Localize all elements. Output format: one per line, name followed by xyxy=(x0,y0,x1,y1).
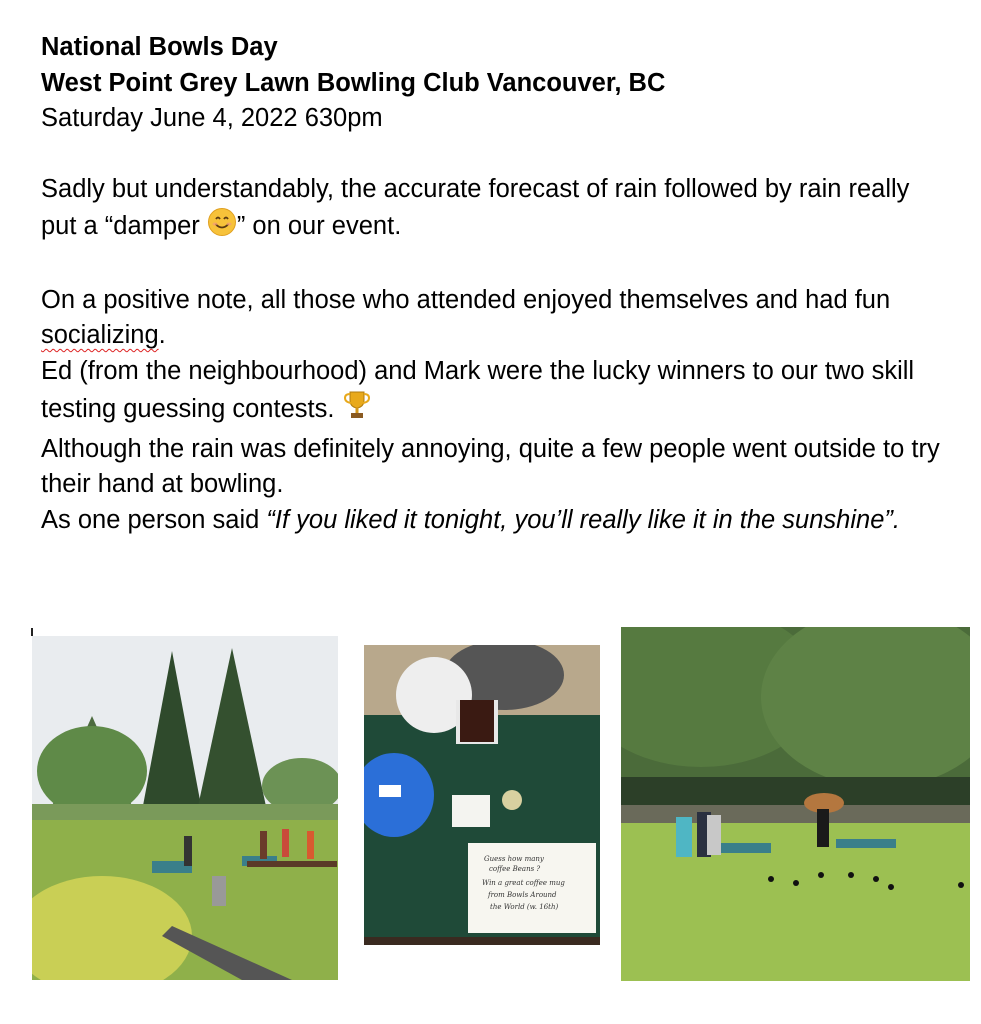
note-line: Guess how many xyxy=(484,855,544,863)
note-line: the World (w. 16th) xyxy=(490,903,559,911)
paragraph-winners: Ed (from the neighbourhood) and Mark were the lucky winners to our two skill testing guessing contests. xyxy=(41,354,941,432)
paragraph-rain: Although the rain was definitely annoying, quite a few people went outside to try their hand at bowling. xyxy=(41,434,940,498)
paragraph-forecast: Sadly but understandably, the accurate forecast of rain followed by rain really put a “damper ” on our event. xyxy=(41,172,941,248)
note-line: coffee Beans ? xyxy=(489,865,541,873)
photo-bowling-green xyxy=(32,636,338,980)
spellcheck-word: socializing xyxy=(41,321,159,349)
photo-bowlers-umbrella xyxy=(621,627,970,981)
paragraph-positive: On a positive note, all those who attended enjoyed themselves and had fun socializing. xyxy=(41,285,891,349)
event-title: National Bowls Day xyxy=(41,33,278,61)
note-line: from Bowls Around xyxy=(488,891,557,899)
smiling-face-icon xyxy=(207,207,237,248)
crop-mark xyxy=(31,628,33,636)
club-name: West Point Grey Lawn Bowling Club Vancouver, BC xyxy=(41,68,666,97)
paragraph-quote: As one person said “If you liked it tonight, you’ll really like it in the sunshine”. xyxy=(41,505,900,534)
quote: “If you liked it tonight, you’ll really like it in the sunshine”. xyxy=(266,505,900,534)
note-line: Win a great coffee mug xyxy=(482,879,565,887)
photo-guessing-table xyxy=(364,645,600,945)
trophy-icon xyxy=(342,389,372,432)
event-date: Saturday June 4, 2022 630pm xyxy=(41,104,383,132)
article xyxy=(41,30,941,538)
